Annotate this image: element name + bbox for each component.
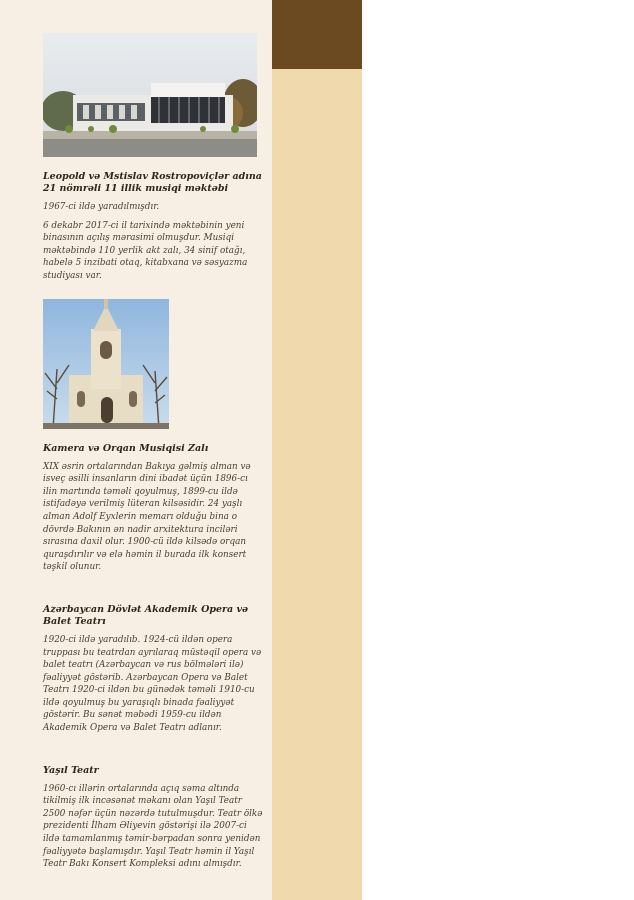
section-heading: Kamera və Orqan Musiqisi Zalı — [43, 442, 209, 454]
section-opera-theatre — [43, 604, 263, 735]
section-organ-hall — [43, 443, 263, 574]
article-column — [43, 33, 263, 887]
organ-hall-photo — [43, 299, 263, 429]
section-heading: Azərbaycan Dövlət Akademik Opera və Balet Teatrı — [43, 603, 249, 627]
section-music-school — [43, 171, 263, 283]
decorative-side-band — [272, 0, 362, 900]
section-paragraph: XIX əsrin ortalarından Bakıya gəlmiş alman və isveç əsilli insanların dini ibadət üçün 1896-cı ilin martında təməli qoyulmuş, 1899-cu ildə istifadəyə verilmiş lüteran kilsəsidir. 24 yaşlı alman Adolf Eyxlerin memarı olduğu bina o dövrdə Bakının ən nadir arxitektura inciləri sırasına daxil olur. 1900-cü ildə kilsədə orqan quraşdırılır və elə həmin il burada ilk konsert təşkil olunur. — [43, 461, 251, 573]
section-paragraph: 6 dekabr 2017-ci il tarixində məktəbinin yeni binasının açılış mərasimi olmuşdur. Musiqi məktəbində 110 yerlik akt zalı, 34 sinif otağı, habelə 5 inzibati otaq, kitabxana və səsyazma studiyası var. — [43, 220, 248, 281]
music-school-photo — [43, 33, 263, 157]
section-paragraph: 1960-cı illərin ortalarında açıq səma altında tikilmiş ilk incəsənət məkanı olan Yaşıl Teatr 2500 nəfər üçün nəzərdə tutulmuşdur. Teatr ölkə prezidenti İlham Əliyevin göstərişi ilə 2007-ci ildə tamamlanmış təmir-bərpadan sonra yenidən fəaliyyətə başlamışdır. Yaşıl Teatr həmin il Yaşıl Teatr Bakı Konsert Kompleksi adını almışdır. — [43, 783, 263, 870]
section-green-theatre — [43, 765, 263, 871]
section-heading: Yaşıl Teatr — [43, 764, 99, 776]
section-paragraph: 1920-ci ildə yaradılıb. 1924-cü ildən opera truppası bu teatrdan ayrılaraq müstəqil opera və balet teatrı (Azərbaycan və rus bölmələri ilə) fəaliyyət göstərib. Azərbaycan Opera və Balet Teatrı 1920-ci ildən bu günədək təməli 1910-cu ildə qoyulmuş bu yaraşıqlı binada fəaliyyət göstərir. Bu sənət məbədi 1959-cu ildən Akademik Opera və Balet Teatrı adlanır. — [43, 634, 262, 734]
decorative-band-header — [272, 0, 362, 69]
section-heading: Leopold və Mstislav Rostropoviçlər adına 21 nömrəli 11 illik musiqi məktəbi — [43, 171, 262, 194]
section-paragraph: 1967-ci ildə yaradılmışdır. — [43, 202, 160, 212]
